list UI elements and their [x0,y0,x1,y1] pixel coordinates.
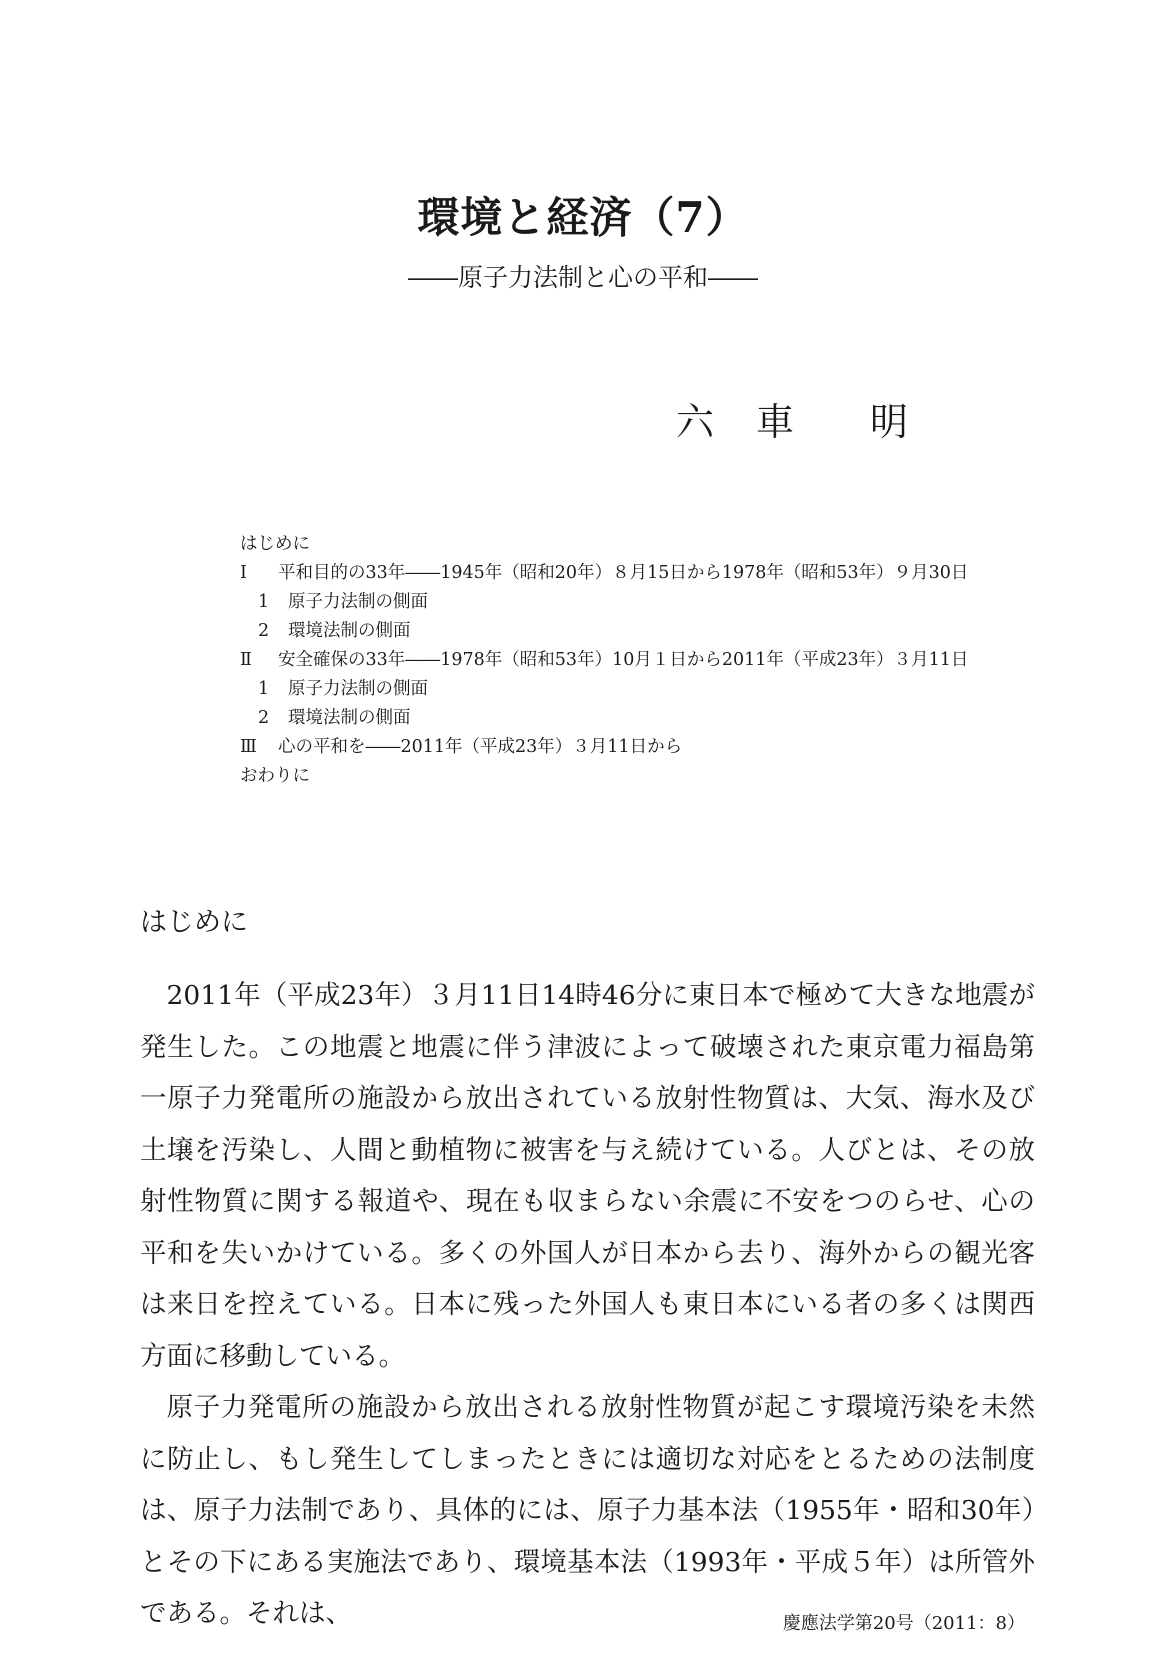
paragraph-2: 原子力発電所の施設から放出される放射性物質が起こす環境汚染を未然に防止し、もし発生してしまったときには適切な対応をとるための法制度は、原子力法制であり、具体的には、原子力基本法（1955年・昭和30年）とその下にある実施法であり、環境基本法（1993年・平成５年）は所管外である。それは、 [140,1392,1035,1629]
toc-item-2 [240,646,1040,675]
body-text [140,970,1035,1640]
toc-subitem-text: 環境法制の側面 [288,621,411,641]
toc-item-3 [240,733,1040,762]
toc-item-1 [240,559,1040,588]
author-char-2: 車 [756,400,795,444]
paragraph-1: 2011年（平成23年）３月11日14時46分に東日本で極めて大きな地震が発生した。この地震と地震に伴う津波によって破壊された東京電力福島第一原子力発電所の施設から放出されている放射性物質は、大気、海水及び土壌を汚染し、人間と動植物に被害を与え続けている。人びとは、その放射性物質に関する報道や、現在も収まらない余震に不安をつのらせ、心の平和を失いかけている。多くの外国人が日本から去り、海外からの観光客は来日を控えている。日本に残った外国人も東日本にいる者の多くは関西方面に移動している。 [140,980,1035,1372]
page-footer: 慶應法学第20号（2011：8） [782,1613,1025,1634]
toc-item-text: 心の平和を――2011年（平成23年）３月11日から [278,737,683,757]
author-char-1: 六 [676,400,715,444]
toc-subitem-number: 2 [258,621,270,641]
section-heading: はじめに [140,907,248,938]
toc-item-text: 安全確保の33年――1978年（昭和53年）10月１日から2011年（平成23年）３月11日 [278,650,969,670]
toc-item-number: Ⅲ [240,737,257,757]
toc-item-number: Ⅰ [240,563,247,583]
toc-item-number: Ⅱ [240,650,252,670]
toc-subitem [240,588,1040,617]
paper-subtitle: ――原子力法制と心の平和―― [407,263,758,292]
toc-subitem [240,704,1040,733]
toc-subitem-text: 原子力法制の側面 [288,592,428,612]
toc-item-text: 平和目的の33年――1945年（昭和20年）８月15日から1978年（昭和53年）９月30日 [278,563,969,583]
toc-subitem-number: 1 [258,592,270,612]
toc-subitem-number: 2 [258,708,270,728]
author-name [676,398,976,446]
toc-subitem-number: 1 [258,679,270,699]
toc-subitem-text: 原子力法制の側面 [288,679,428,699]
toc-subitem [240,617,1040,646]
author-char-3: 明 [870,400,909,444]
table-of-contents [240,530,1040,791]
toc-intro: はじめに [240,534,310,554]
toc-subitem-text: 環境法制の側面 [288,708,411,728]
toc-subitem [240,675,1040,704]
toc-outro: おわりに [240,766,310,786]
paper-title: 環境と経済（7） [417,193,749,242]
